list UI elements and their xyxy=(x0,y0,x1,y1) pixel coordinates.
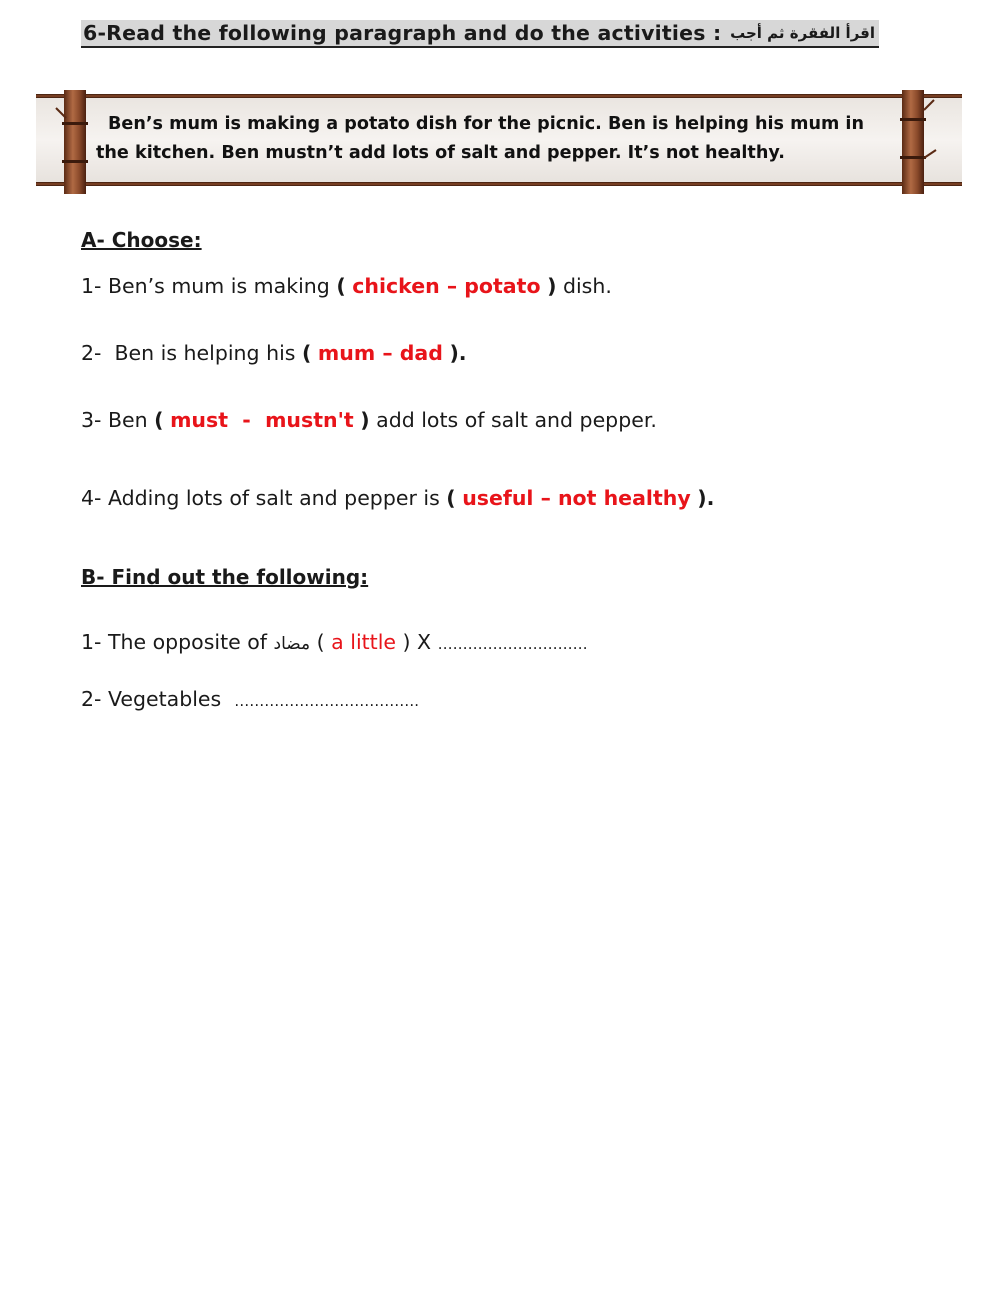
question-text: 3- Ben xyxy=(81,408,155,432)
bracket: ) xyxy=(547,274,557,298)
reading-passage xyxy=(96,110,930,168)
question-text: 2- Vegetables xyxy=(81,687,235,711)
arabic-instruction: اقرأ الفقرة ثم أجب xyxy=(730,24,875,42)
bracket: ( xyxy=(301,341,312,365)
passage-frame xyxy=(36,88,962,194)
question-b1 xyxy=(81,630,588,654)
question-text: 4- Adding lots of salt and pepper is xyxy=(81,486,447,510)
bracket: ( xyxy=(446,486,456,510)
passage-line: the kitchen. Ben mustn’t add lots of salt and pepper. It’s not healthy. xyxy=(96,143,785,163)
bracket: ) xyxy=(360,408,370,432)
section-b-title: B- Find out the following: xyxy=(81,565,369,589)
bracket: ). xyxy=(449,341,467,365)
answer-options[interactable]: useful – not healthy xyxy=(462,486,691,510)
question-b2 xyxy=(81,687,419,711)
question-text: 1- The opposite of xyxy=(81,630,274,654)
page-title: 6-Read the following paragraph and do the activities : xyxy=(83,21,722,45)
answer-options[interactable]: chicken – potato xyxy=(352,274,541,298)
question-a2 xyxy=(81,341,467,365)
passage-line: Ben’s mum is making a potato dish for the picnic. Ben is helping his mum in xyxy=(108,114,864,134)
bracket: ) X xyxy=(396,630,438,654)
question-text: add lots of salt and pepper. xyxy=(369,408,657,432)
bracket: ( xyxy=(310,630,332,654)
question-a1 xyxy=(81,274,612,298)
given-word: a little xyxy=(331,630,397,654)
bracket: ( xyxy=(336,274,346,298)
question-text: 2- Ben is helping his xyxy=(81,341,302,365)
bracket: ( xyxy=(154,408,164,432)
arabic-word: مضاد xyxy=(273,634,311,654)
answer-blank[interactable]: ………………………… xyxy=(437,635,588,653)
question-text: 1- Ben’s mum is making xyxy=(81,274,337,298)
question-a4 xyxy=(81,486,714,510)
answer-options[interactable]: must - mustn't xyxy=(170,408,354,432)
answer-options[interactable]: mum – dad xyxy=(317,341,443,365)
question-a3 xyxy=(81,408,657,432)
bracket: ). xyxy=(697,486,715,510)
answer-blank[interactable]: ………………………………. xyxy=(234,692,420,710)
question-text: dish. xyxy=(556,274,612,298)
section-a-title: A- Choose: xyxy=(81,228,202,252)
page-title-bar xyxy=(81,20,879,48)
